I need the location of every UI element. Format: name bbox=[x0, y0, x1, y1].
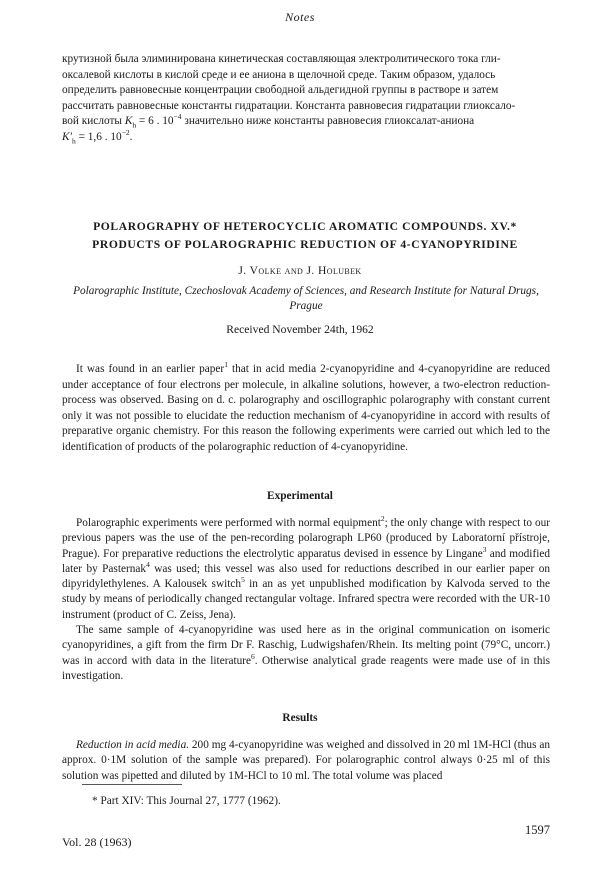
kh-prime-exponent: −2 bbox=[121, 127, 130, 137]
reference-mark[interactable]: 6 bbox=[251, 651, 255, 661]
title-line: PRODUCTS OF POLAROGRAPHIC REDUCTION OF 4-CYANOPYRIDINE bbox=[92, 238, 518, 251]
received-date: Received November 24th, 1962 bbox=[226, 323, 374, 336]
affiliation: Polarographic Institute, Czechoslovak Academy of Sciences, and Research Institute for Natural Drugs, Prague bbox=[73, 285, 539, 312]
text-run: in an as yet unpublished modification by Kalvoda served to the study by means of periodically changed rectangular voltage. Infrared spectra were recorded with the UR-10 instrument (product of C. Zeiss, Jena). bbox=[62, 578, 550, 621]
article-title bbox=[40, 218, 570, 254]
reference-mark[interactable]: 5 bbox=[241, 575, 245, 585]
kh-subscript: h bbox=[132, 120, 137, 130]
text-run: Polarographic experiments were performed with normal equipment bbox=[76, 517, 381, 529]
abstract bbox=[62, 362, 550, 455]
running-head: Notes bbox=[285, 10, 315, 24]
run-in-heading: Reduction in acid media. bbox=[76, 739, 190, 751]
kh-value: = 6 . 10 bbox=[136, 115, 174, 127]
kh-prime-symbol: K′ bbox=[62, 130, 73, 143]
russian-summary bbox=[62, 52, 550, 145]
text-run: . Otherwise analytical grade reagents were made use of in this investigation. bbox=[62, 654, 550, 682]
summary-line bbox=[62, 114, 550, 130]
text-run: that in acid media 2-cyanopyridine and 4-cyanopyridine are reduced under acceptance of four electrons per molecule, in alkaline solutions, however, a two-electron reduction-process was observed. Basing on d. c. polarography and oscillographic polarography with constant current only it was not possible to elucidate the reduction mechanism of 4-cyanopyridine in accord with results of preparative organic chemistry. For this reason the following experiments were carried out which led to the identification of products of the polarographic reduction of 4-cyanopyridine. bbox=[62, 363, 550, 453]
results-body bbox=[62, 738, 550, 784]
experimental-body bbox=[62, 516, 550, 684]
body-paragraph bbox=[62, 623, 550, 684]
summary-line: оксалевой кислоты в кислой среде и ее аниона в щелочной среде. Таким образом, удалось bbox=[62, 68, 496, 81]
reference-mark[interactable]: 1 bbox=[224, 360, 228, 370]
footnote-rule bbox=[82, 784, 182, 785]
text-run: It was found in an earlier paper bbox=[76, 363, 225, 375]
abstract-paragraph bbox=[62, 362, 550, 455]
journal-volume: Vol. 28 (1963) bbox=[62, 835, 132, 849]
body-paragraph bbox=[62, 516, 550, 623]
kh-exponent: −4 bbox=[173, 112, 182, 122]
summary-line: рассчитать равновесные константы гидратации. Константа равновесия гидратации глиоксало- bbox=[62, 99, 516, 112]
summary-line: определить равновесные концентрации свободной альдегидной группы в растворе и затем bbox=[62, 84, 499, 96]
text-run: 200 mg 4-cyanopyridine was weighed and dissolved in 20 ml 1M-HCl (thus an approx. 0·1M solution of the sample was prepared). For polarographic control always 0·25 ml of this solution was pipetted and diluted by 1M-HCl to 10 ml. The total volume was placed bbox=[62, 739, 550, 782]
kh-prime-value: = 1,6 . 10 bbox=[75, 130, 122, 143]
footnote: * Part XIV: This Journal 27, 1777 (1962). bbox=[92, 795, 281, 807]
kh-symbol: K bbox=[124, 115, 133, 127]
text-run: and modified later by Pasternak bbox=[62, 547, 551, 575]
summary-text: вой кислоты bbox=[62, 115, 125, 127]
text-run: The same sample of 4-cyanopyridine was used here as in the original communication on isomeric cyanopyridines, a gift from the firm Dr F. Raschig, Ludwigshafen/Rhein. Its melting point (79°C, uncorr.) was in accord with data in the literature bbox=[62, 624, 550, 667]
reference-mark[interactable]: 4 bbox=[146, 560, 150, 570]
page-number: 1597 bbox=[525, 823, 550, 837]
reference-mark[interactable]: 2 bbox=[380, 514, 385, 524]
text-run: ; the only change with respect to our previous papers was the use of the pen-recording polarograph LP60 (produced by Laboratorní přístroje, Prague). For preparative reductions the electrolytic apparatus devised in essence by Lingane bbox=[62, 517, 550, 560]
summary-line: крутизной была элиминирована кинетическая составляющая электролитического тока гли- bbox=[62, 53, 501, 65]
text-run: was used; this vessel was also used for reductions described in our earlier paper on dipyridylethylenes. A Kalousek switch bbox=[62, 562, 550, 591]
title-line: POLAROGRAPHY OF HETEROCYCLIC AROMATIC COMPOUNDS. XV.* bbox=[93, 220, 517, 233]
body-paragraph bbox=[62, 738, 550, 784]
section-heading-results: Results bbox=[282, 712, 318, 724]
section-heading-experimental: Experimental bbox=[267, 490, 333, 502]
summary-text: . bbox=[129, 130, 133, 143]
summary-text: значительно ниже константы равновесия глиоксалат-аниона bbox=[181, 115, 475, 127]
reference-mark[interactable]: 3 bbox=[482, 544, 487, 554]
authors: J. Volke and J. Holubek bbox=[238, 264, 362, 277]
summary-line bbox=[62, 127, 550, 146]
kh-prime-subscript: h bbox=[72, 135, 76, 145]
